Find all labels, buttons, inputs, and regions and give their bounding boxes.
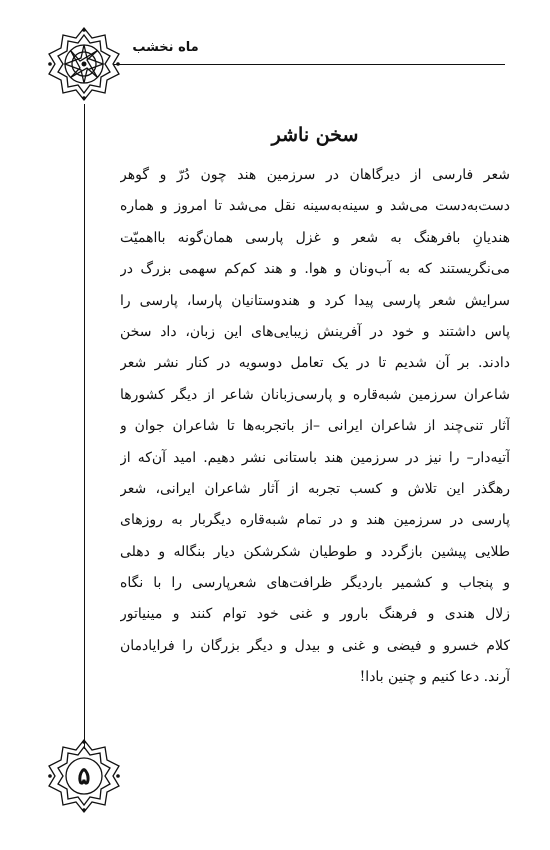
text-line: رهگذر این تلاش و کسب تجربه از آثار شاعران ایرانی، شعر <box>120 480 510 497</box>
rosette-ornament-top <box>45 25 123 103</box>
section-title: سخن ناشر <box>271 124 359 146</box>
text-line: سرایش شعر پارسی پیدا کرد و هندوستانیان پارسا، پارسی را <box>120 292 510 309</box>
running-title: ماه نخشب <box>132 40 199 55</box>
text-line: می‌نگریستند که به آب‌ونان و هوا. و هند کم‌کم سهمی بزرگ در <box>120 261 510 278</box>
margin-rule <box>84 104 85 749</box>
page-number: ۵ <box>77 761 91 790</box>
text-line: آثار تنی‌چند از شاعران ایرانی –از باتجربه‌ها تا شاعران جوان و <box>120 418 510 435</box>
text-line: پاس داشتند و خود در آفرینش زیبایی‌های این زبان، داد سخن <box>120 323 510 340</box>
body-text <box>120 160 510 694</box>
text-line: کلام خسرو و فیضی و غنی و بیدل و دیگر بزرگان را فرایادمان <box>120 637 510 654</box>
header-rule <box>113 64 505 65</box>
text-line: هندیانِ بافرهنگ به شعر و غزل پارسی همان‌گونه بااهمیّت <box>120 229 510 246</box>
text-line: پارسی در سرزمین هند و در تمام شبه‌قاره دیگربار به روزهای <box>120 512 510 529</box>
text-line: شعر فارسی از دیرگاهان در سرزمین هند چون دُرّ و گوهر <box>120 167 510 183</box>
text-line: و پنجاب و کشمیر باردیگر ظرافت‌های شعرپارسی را با نگاه <box>120 575 510 592</box>
text-line: آرند. دعا کنیم و چنین بادا! <box>359 669 510 686</box>
text-line: دادند. بر آن شدیم تا در یک تعامل دوسویه در کنار نشر شعر <box>120 355 510 372</box>
text-line: زلال هندی و فرهنگ بارور و غنی خود توام کنند و مینیاتور <box>120 606 510 623</box>
text-line: شاعران سرزمین شبه‌قاره و پارسی‌زبانان شاعر از دیگر کشورها <box>120 386 510 403</box>
text-line: آتیه‌دار– را نیز در سرزمین هند باستانی نشر دهیم. امید آن‌که از <box>120 449 510 466</box>
text-line: طلایی پیشین بازگردد و طوطیان شکرشکن دیار بنگاله و دهلی <box>120 543 510 560</box>
text-line: دست‌به‌دست می‌شد و سینه‌به‌سینه نقل می‌شد تا امروز و هماره <box>120 198 510 215</box>
